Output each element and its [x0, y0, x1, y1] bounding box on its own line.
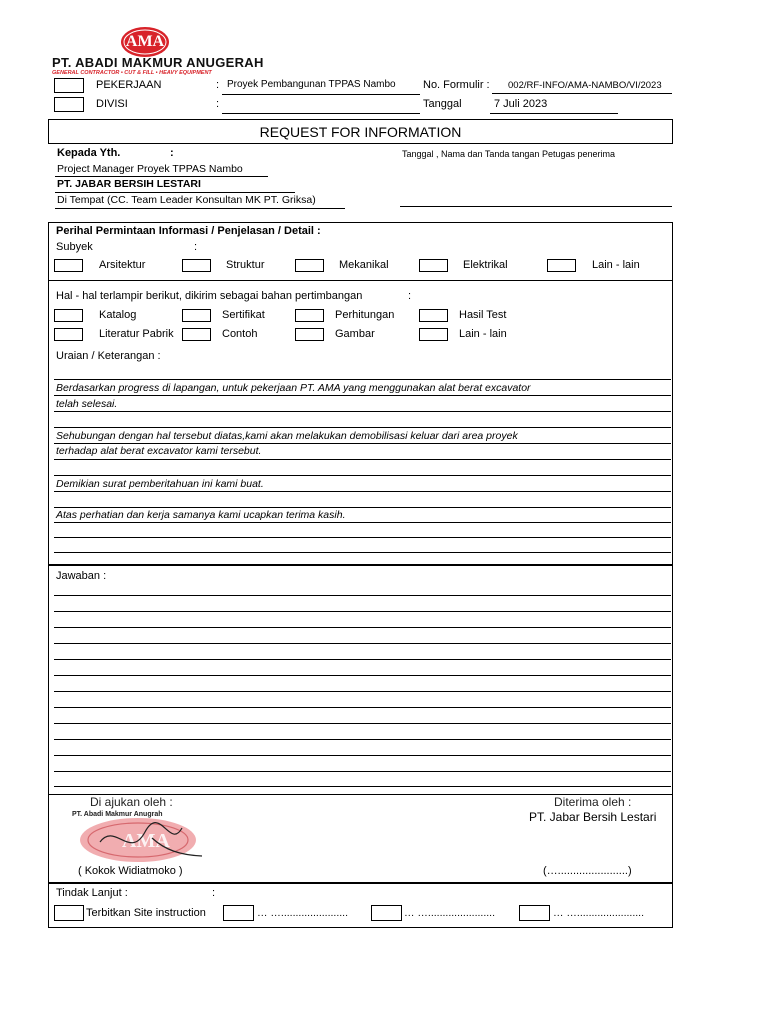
- recipient-line-2: PT. JABAR BERSIH LESTARI: [57, 178, 201, 190]
- tanggal-underline: [490, 113, 618, 114]
- attach-checkbox-katalog[interactable]: [54, 309, 83, 322]
- pekerjaan-label: PEKERJAAN: [96, 79, 162, 91]
- attach-label-perhitungan: Perhitungan: [335, 309, 395, 321]
- attach-label-sertifikat: Sertifikat: [222, 309, 265, 321]
- jawaban-rule: [54, 786, 671, 787]
- formulir-label: No. Formulir :: [423, 79, 490, 91]
- uraian-rule: [54, 459, 671, 460]
- jawaban-rule: [54, 707, 671, 708]
- subject-checkbox-mekanikal[interactable]: [295, 259, 324, 272]
- attach-label-hasil-test: Hasil Test: [459, 309, 507, 321]
- uraian-text-line: Demikian surat pemberitahuan ini kami buat.: [56, 478, 264, 490]
- subject-label-mekanikal: Mekanikal: [339, 259, 389, 271]
- tindak-checkbox-site-instruction[interactable]: [54, 905, 84, 921]
- uraian-rule: [54, 537, 671, 538]
- diterima-label: Diterima oleh :: [554, 795, 632, 809]
- tindak-label: Tindak Lanjut :: [56, 887, 128, 899]
- hal-colon: :: [408, 290, 412, 302]
- divisi-label: DIVISI: [96, 98, 128, 110]
- subject-label-arsitektur: Arsitektur: [99, 259, 146, 271]
- uraian-rule: [54, 552, 671, 553]
- divisi-underline: [222, 113, 420, 114]
- subject-label-struktur: Struktur: [226, 259, 265, 271]
- jawaban-rule: [54, 659, 671, 660]
- diajukan-label: Di ajukan oleh :: [90, 795, 173, 809]
- attach-checkbox-perhitungan[interactable]: [295, 309, 324, 322]
- logo-text: AMA: [125, 33, 165, 50]
- tanggal-value[interactable]: 7 Juli 2023: [494, 98, 548, 110]
- pekerjaan-underline: [222, 94, 420, 95]
- subject-checkbox-elektrikal[interactable]: [419, 259, 448, 272]
- tindak-checkbox-2[interactable]: [223, 905, 254, 921]
- diajukan-name: ( Kokok Widiatmoko ): [78, 865, 183, 877]
- attach-label-literatur-pabrik: Literatur Pabrik: [99, 328, 174, 340]
- attach-checkbox-literatur-pabrik[interactable]: [54, 328, 83, 341]
- tindak-dots-2[interactable]: … ….......................: [257, 907, 349, 919]
- jawaban-rule: [54, 723, 671, 724]
- pekerjaan-value[interactable]: Proyek Pembangunan TPPAS Nambo: [227, 79, 396, 90]
- jawaban-rule: [54, 627, 671, 628]
- attach-checkbox-lain-lain[interactable]: [419, 328, 448, 341]
- attach-label-katalog: Katalog: [99, 309, 137, 321]
- subject-checkbox-arsitektur[interactable]: [54, 259, 83, 272]
- jawaban-rule: [54, 643, 671, 644]
- attach-checkbox-gambar[interactable]: [295, 328, 324, 341]
- divisi-colon: :: [216, 98, 220, 110]
- attach-label-lain-lain: Lain - lain: [459, 328, 507, 340]
- jawaban-rule: [54, 755, 671, 756]
- recipient-underline-2: [55, 192, 295, 193]
- kepada-colon: :: [170, 147, 174, 159]
- jawaban-label: Jawaban :: [56, 570, 107, 582]
- attach-checkbox-contoh[interactable]: [182, 328, 211, 341]
- attach-checkbox-hasil-test[interactable]: [419, 309, 448, 322]
- diterima-company: PT. Jabar Bersih Lestari: [529, 810, 657, 824]
- perihal-heading: Perihal Permintaan Informasi / Penjelasan / Detail :: [56, 225, 321, 237]
- recipient-underline-1: [55, 176, 268, 177]
- kepada-label: Kepada Yth.: [57, 147, 121, 159]
- formulir-underline: [492, 93, 672, 94]
- uraian-rule: [54, 522, 671, 523]
- attach-label-gambar: Gambar: [335, 328, 375, 340]
- company-name: PT. ABADI MAKMUR ANUGERAH: [52, 55, 264, 70]
- subyek-label: Subyek: [56, 241, 93, 253]
- company-stamp: [70, 810, 210, 865]
- subject-label-lain-lain: Lain - lain: [592, 259, 640, 271]
- jawaban-rule: [54, 675, 671, 676]
- tindak-dots-4[interactable]: … ….......................: [553, 907, 645, 919]
- uraian-text-line: telah selesai.: [56, 398, 118, 410]
- attach-checkbox-sertifikat[interactable]: [182, 309, 211, 322]
- jawaban-rule: [54, 611, 671, 612]
- subject-checkbox-struktur[interactable]: [182, 259, 211, 272]
- uraian-text-line: Berdasarkan progress di lapangan, untuk pekerjaan PT. AMA yang menggunakan alat berat excavator: [56, 382, 531, 394]
- tanggal-label: Tanggal: [423, 98, 462, 110]
- receiver-signature-label: Tanggal , Nama dan Tanda tangan Petugas penerima: [402, 149, 615, 159]
- uraian-text-line: Atas perhatian dan kerja samanya kami ucapkan terima kasih.: [56, 509, 346, 521]
- section-divider: [48, 280, 673, 281]
- company-tagline: GENERAL CONTRACTOR • CUT & FILL • HEAVY EQUIPMENT: [52, 70, 212, 76]
- hal-heading: Hal - hal terlampir berikut, dikirim sebagai bahan pertimbangan: [56, 290, 363, 302]
- page-title: REQUEST FOR INFORMATION: [259, 124, 462, 140]
- subject-checkbox-lain-lain[interactable]: [547, 259, 576, 272]
- uraian-rule: [54, 411, 671, 412]
- tindak-dots-3[interactable]: … ….......................: [404, 907, 496, 919]
- company-logo: [120, 26, 170, 58]
- svg-text:AMA: AMA: [122, 830, 170, 852]
- stamp-text: PT. Abadi Makmur Anugrah: [72, 811, 163, 818]
- pekerjaan-checkbox[interactable]: [54, 78, 84, 93]
- uraian-rule: [54, 379, 671, 380]
- receiver-signature-line: [400, 206, 672, 207]
- uraian-rule: [54, 507, 671, 508]
- uraian-rule: [54, 427, 671, 428]
- attach-label-contoh: Contoh: [222, 328, 258, 340]
- tindak-colon: :: [212, 887, 216, 899]
- formulir-value[interactable]: 002/RF-INFO/AMA-NAMBO/VI/2023: [508, 80, 662, 91]
- jawaban-rule: [54, 691, 671, 692]
- jawaban-rule: [54, 739, 671, 740]
- recipient-line-1: Project Manager Proyek TPPAS Nambo: [57, 163, 243, 175]
- jawaban-box: [48, 565, 673, 795]
- jawaban-rule: [54, 771, 671, 772]
- diterima-name: (….......................): [543, 865, 632, 877]
- uraian-rule: [54, 395, 671, 396]
- subject-label-elektrikal: Elektrikal: [463, 259, 508, 271]
- subyek-colon: :: [194, 241, 198, 253]
- pekerjaan-colon: :: [216, 79, 220, 91]
- uraian-text-line: terhadap alat berat excavator kami tersebut.: [56, 445, 262, 457]
- uraian-rule: [54, 475, 671, 476]
- uraian-rule: [54, 443, 671, 444]
- recipient-line-3: Di Tempat (CC. Team Leader Konsultan MK PT. Griksa): [57, 194, 316, 206]
- uraian-rule: [54, 491, 671, 492]
- recipient-underline-3: [55, 208, 345, 209]
- tindak-option-site-instruction: Terbitkan Site instruction: [86, 907, 206, 919]
- uraian-text-line: Sehubungan dengan hal tersebut diatas,kami akan melakukan demobilisasi keluar dari area proyek: [56, 430, 518, 442]
- tindak-box: [48, 883, 673, 928]
- uraian-label: Uraian / Keterangan :: [56, 350, 161, 362]
- divisi-checkbox[interactable]: [54, 97, 84, 112]
- tindak-checkbox-4[interactable]: [519, 905, 550, 921]
- jawaban-rule: [54, 595, 671, 596]
- tindak-checkbox-3[interactable]: [371, 905, 402, 921]
